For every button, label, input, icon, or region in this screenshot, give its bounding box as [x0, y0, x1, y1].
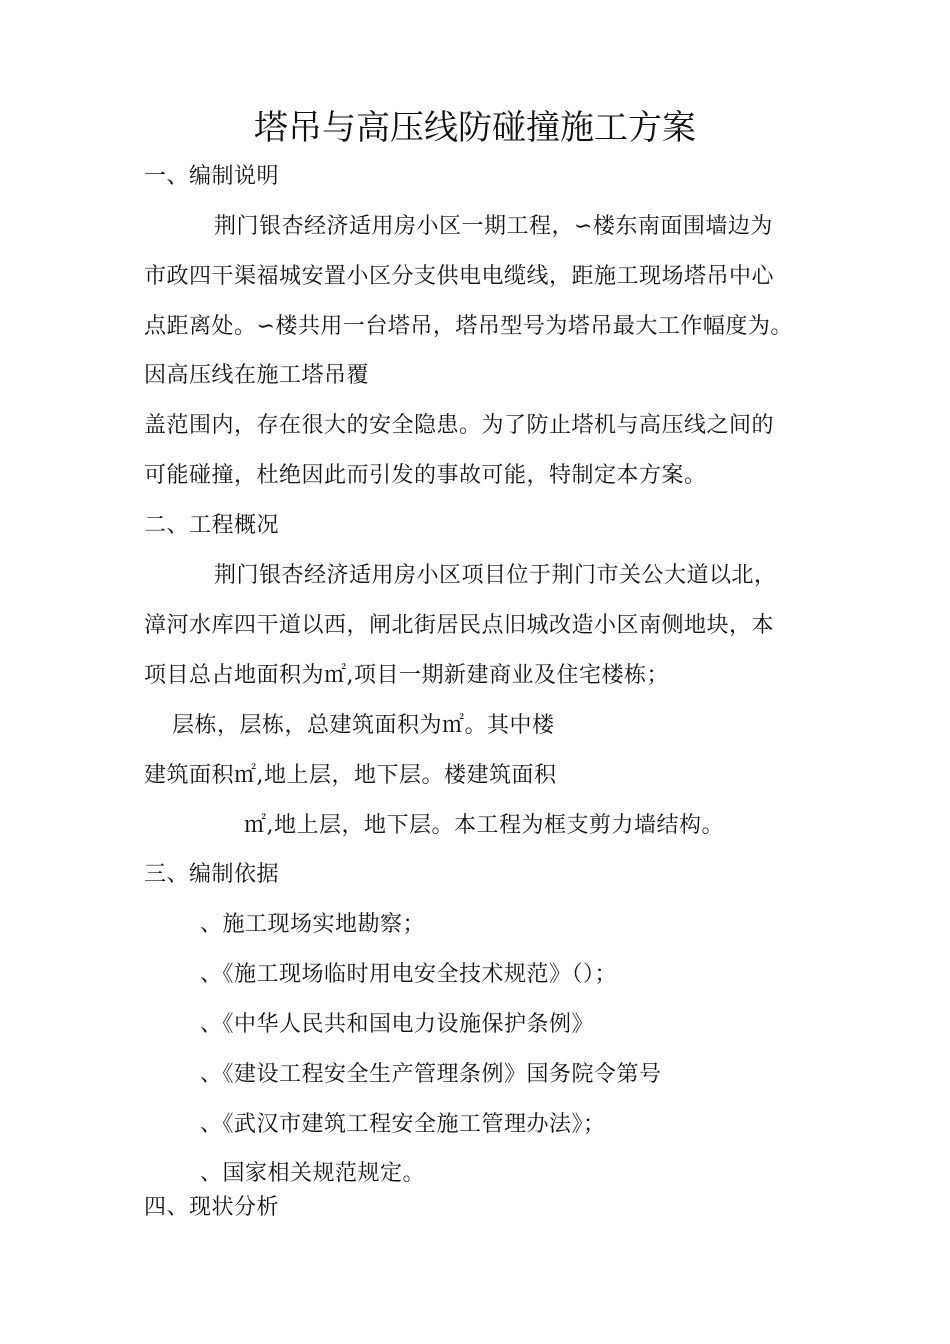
- paragraph-line: 项目总占地面积为㎡,项目一期新建商业及住宅楼栋；: [144, 663, 669, 688]
- list-item: 、国家相关规范规定。: [200, 1161, 426, 1186]
- paragraph-line: 荆门银杏经济适用房小区项目位于荆门市关公大道以北，: [214, 563, 777, 588]
- section-heading-1: 一、编制说明: [144, 164, 280, 189]
- list-item: 、《施工现场临时用电安全技术规范》（）；: [200, 962, 618, 987]
- paragraph-line: ㎡,地上层，地下层。本工程为框支剪力墙结构。: [244, 813, 724, 838]
- list-item: 、施工现场实地勘察；: [200, 912, 426, 937]
- list-item: 、《武汉市建筑工程安全施工管理办法》；: [200, 1112, 606, 1137]
- paragraph-line: 层栋，层栋，总建筑面积为㎡。其中楼: [172, 713, 555, 738]
- paragraph-line: 盖范围内，存在很大的安全隐患。为了防止塔机与高压线之间的: [144, 413, 775, 438]
- paragraph-line: 可能碰撞，杜绝因此而引发的事故可能，特制定本方案。: [144, 463, 707, 488]
- list-item: 、《建设工程安全生产管理条例》国务院令第号: [200, 1062, 662, 1087]
- paragraph-line: 市政四干渠福城安置小区分支供电电缆线，距施工现场塔吊中心: [144, 264, 775, 289]
- list-item: 、《中华人民共和国电力设施保护条例》: [200, 1012, 595, 1037]
- paragraph-line: 漳河水库四干道以西，闸北街居民点旧城改造小区南侧地块，本: [144, 613, 775, 638]
- paragraph-line: 荆门银杏经济适用房小区一期工程，∽楼东南面围墙边为: [214, 214, 773, 239]
- section-heading-3: 三、编制依据: [144, 862, 280, 887]
- section-heading-4: 四、现状分析: [144, 1195, 280, 1220]
- paragraph-line: 因高压线在施工塔吊覆: [144, 363, 370, 388]
- section-heading-2: 二、工程概况: [144, 513, 280, 538]
- paragraph-line: 点距离处。∽楼共用一台塔吊，塔吊型号为塔吊最大工作幅度为。: [144, 314, 793, 339]
- document-title: 塔吊与高压线防碰撞施工方案: [254, 108, 696, 148]
- paragraph-line: 建筑面积㎡,地上层，地下层。楼建筑面积: [144, 763, 557, 788]
